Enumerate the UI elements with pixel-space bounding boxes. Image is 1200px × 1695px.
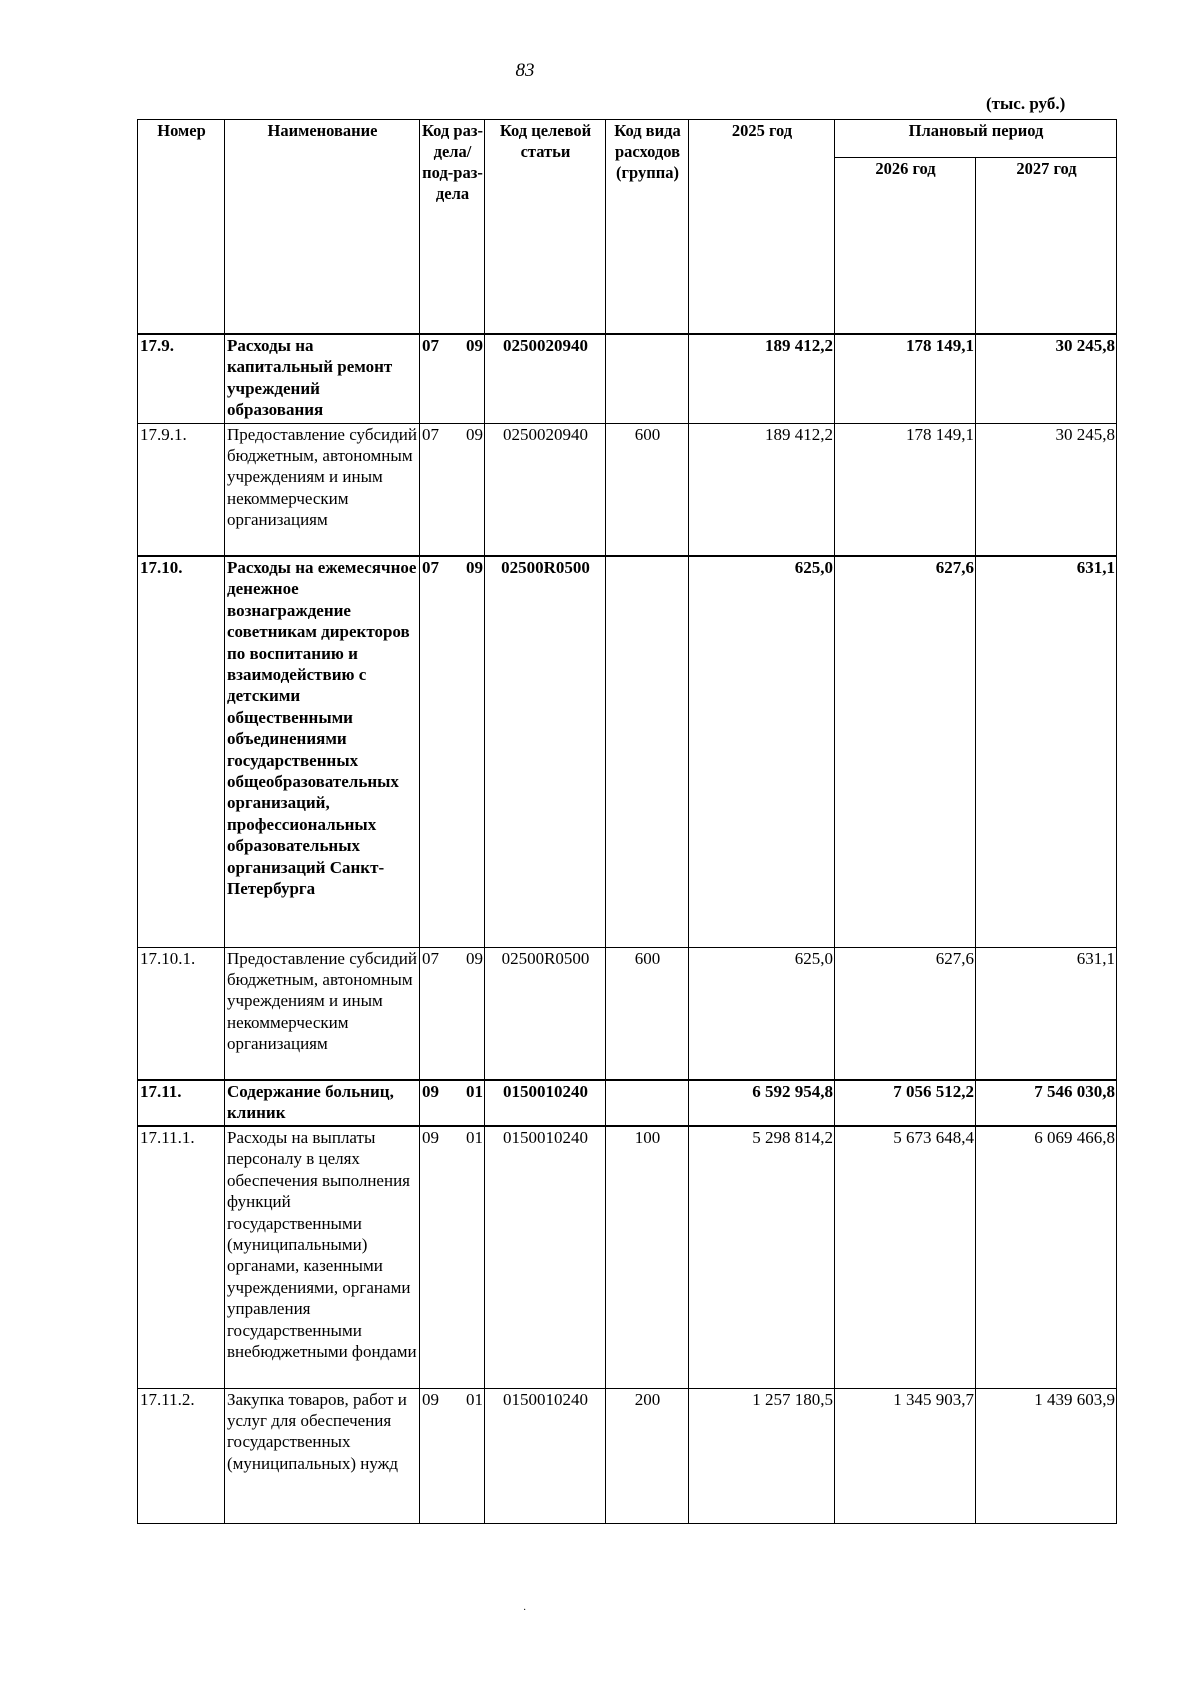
row-name: Закупка товаров, работ и услуг для обеспечения государственных (муниципальных) нужд — [225, 1388, 420, 1523]
header-section-text: Код раз-дела/ под-раз-дела — [422, 121, 483, 203]
row-number: 17.10.1. — [138, 947, 225, 1080]
row-2027: 7 546 030,8 — [976, 1080, 1117, 1126]
row-razd: 09 — [422, 1128, 439, 1147]
header-year-2026: 2026 год — [835, 158, 976, 335]
row-target: 0150010240 — [485, 1080, 606, 1126]
row-razd: 07 — [422, 558, 439, 577]
table-row — [138, 1388, 1117, 1523]
row-name: Расходы на ежемесячное денежное вознаграждение советникам директоров по воспитанию и взаимодействию с детскими общественными объединениями государственных общеобразовательных организаций, профессиональных образовательных организаций Санкт-Петербурга — [225, 556, 420, 947]
row-2026: 178 149,1 — [835, 334, 976, 423]
row-number: 17.11.1. — [138, 1126, 225, 1388]
row-2026: 627,6 — [835, 556, 976, 947]
row-2025: 5 298 814,2 — [689, 1126, 835, 1388]
row-target: 0150010240 — [485, 1126, 606, 1388]
row-2025: 625,0 — [689, 556, 835, 947]
row-number: 17.11.2. — [138, 1388, 225, 1523]
row-target: 0250020940 — [485, 423, 606, 556]
row-2027: 30 245,8 — [976, 423, 1117, 556]
units-label: (тыс. руб.) — [986, 94, 1066, 113]
row-name: Содержание больниц, клиник — [225, 1080, 420, 1126]
row-target: 02500R0500 — [485, 947, 606, 1080]
row-razd: 07 — [422, 336, 439, 355]
row-podrazd: 09 — [466, 424, 483, 444]
row-2025: 1 257 180,5 — [689, 1388, 835, 1523]
row-razd: 07 — [422, 948, 439, 968]
table-row — [138, 1126, 1117, 1388]
header-year-2025: 2025 год — [689, 120, 835, 335]
row-name: Расходы на выплаты персоналу в целях обеспечения выполнения функций государственными (муниципальными) органами, казенными учреждениями, органами управления государственными внебюджетными фондами — [225, 1126, 420, 1388]
row-podrazd: 09 — [466, 336, 483, 355]
row-razd: 09 — [422, 1082, 439, 1101]
row-2025: 189 412,2 — [689, 334, 835, 423]
row-podrazd: 09 — [466, 948, 483, 968]
row-vid: 200 — [606, 1388, 689, 1523]
scan-artifact-dot: · — [523, 1605, 527, 1616]
row-vid — [606, 334, 689, 423]
table-row — [138, 1080, 1117, 1126]
row-section — [420, 1080, 485, 1126]
header-year-2027: 2027 год — [976, 158, 1117, 335]
row-vid — [606, 556, 689, 947]
row-name: Предоставление субсидий бюджетным, автономным учреждениям и иным некоммерческим организациям — [225, 947, 420, 1080]
row-name: Предоставление субсидий бюджетным, автономным учреждениям и иным некоммерческим организациям — [225, 423, 420, 556]
row-2027: 631,1 — [976, 947, 1117, 1080]
row-podrazd: 01 — [466, 1128, 483, 1147]
row-number: 17.11. — [138, 1080, 225, 1126]
row-2027: 6 069 466,8 — [976, 1126, 1117, 1388]
row-2026: 627,6 — [835, 947, 976, 1080]
row-2027: 631,1 — [976, 556, 1117, 947]
row-section — [420, 1126, 485, 1388]
row-section — [420, 947, 485, 1080]
row-vid — [606, 1080, 689, 1126]
row-section — [420, 556, 485, 947]
row-2027: 1 439 603,9 — [976, 1388, 1117, 1523]
table-row — [138, 556, 1117, 947]
row-podrazd: 01 — [466, 1389, 483, 1409]
row-vid: 600 — [606, 947, 689, 1080]
row-podrazd: 09 — [466, 558, 483, 577]
header-target: Код целевой статьи — [485, 120, 606, 335]
row-podrazd: 01 — [466, 1082, 483, 1101]
row-2025: 189 412,2 — [689, 423, 835, 556]
row-section — [420, 334, 485, 423]
row-2026: 178 149,1 — [835, 423, 976, 556]
table-body — [138, 334, 1117, 1523]
row-number: 17.9.1. — [138, 423, 225, 556]
budget-table — [137, 119, 1117, 1524]
row-target: 0150010240 — [485, 1388, 606, 1523]
row-razd: 09 — [422, 1389, 439, 1409]
row-2026: 1 345 903,7 — [835, 1388, 976, 1523]
row-target: 02500R0500 — [485, 556, 606, 947]
table-row — [138, 423, 1117, 556]
row-number: 17.10. — [138, 556, 225, 947]
row-vid: 100 — [606, 1126, 689, 1388]
row-razd: 07 — [422, 424, 439, 444]
table-row — [138, 334, 1117, 423]
header-plan-period: Плановый период — [835, 120, 1117, 158]
row-section — [420, 1388, 485, 1523]
header-expense-type: Код вида расходов (группа) — [606, 120, 689, 335]
table-row — [138, 947, 1117, 1080]
header-row-1 — [138, 120, 1117, 158]
row-target: 0250020940 — [485, 334, 606, 423]
header-name: Наименование — [225, 120, 420, 335]
header-section — [420, 120, 485, 335]
row-2025: 625,0 — [689, 947, 835, 1080]
row-2027: 30 245,8 — [976, 334, 1117, 423]
row-2026: 7 056 512,2 — [835, 1080, 976, 1126]
row-number: 17.9. — [138, 334, 225, 423]
page-number: 83 — [515, 60, 535, 81]
row-name: Расходы на капитальный ремонт учреждений образования — [225, 334, 420, 423]
row-section — [420, 423, 485, 556]
header-number: Номер — [138, 120, 225, 335]
row-vid: 600 — [606, 423, 689, 556]
row-2025: 6 592 954,8 — [689, 1080, 835, 1126]
row-2026: 5 673 648,4 — [835, 1126, 976, 1388]
